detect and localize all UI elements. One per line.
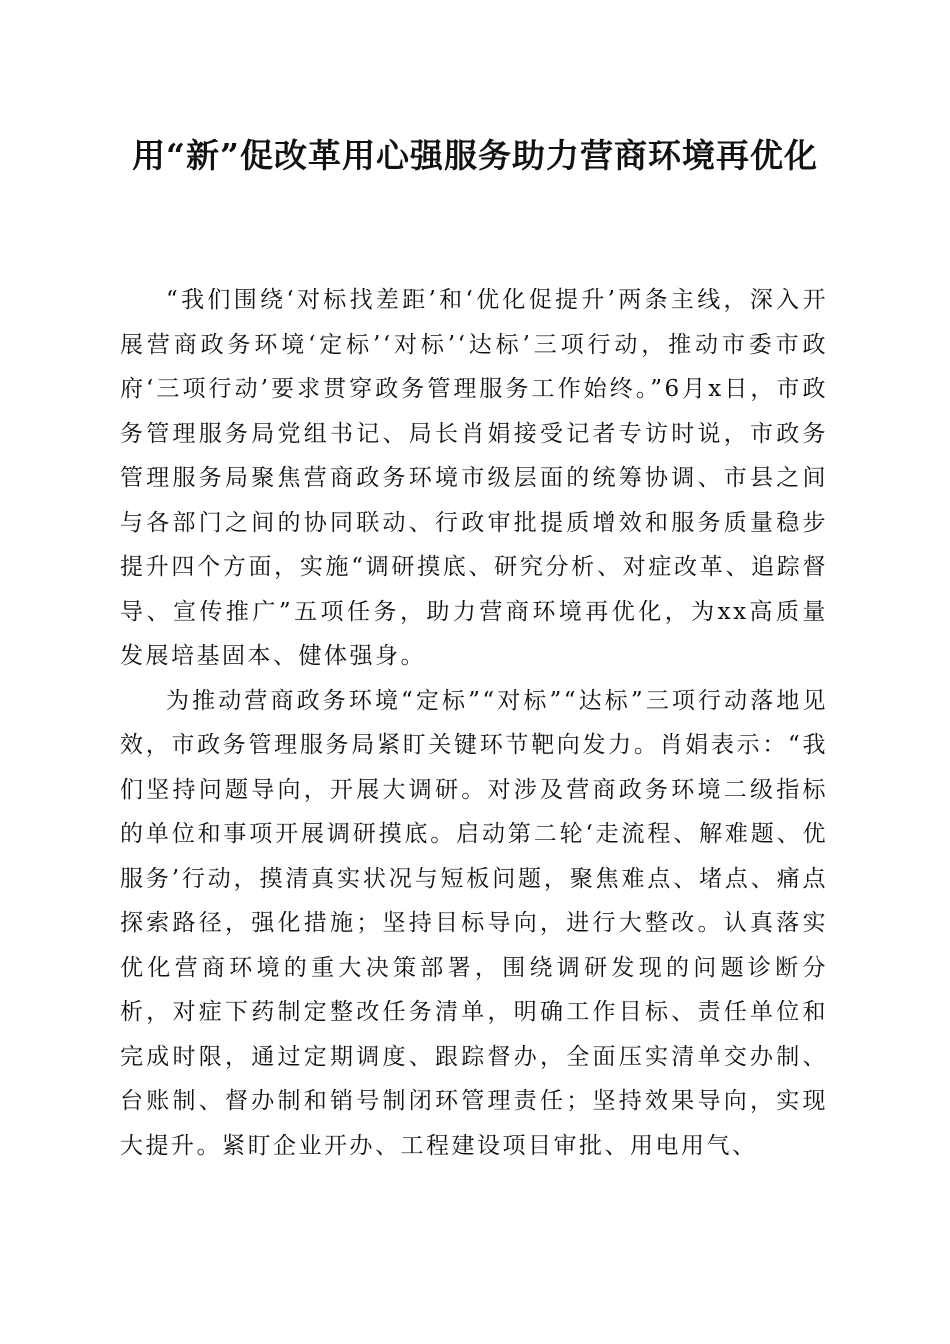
paragraph-2: 为推动营商政务环境“定标”“对标”“达标”三项行动落地见效，市政务管理服务局紧盯关键环节靶向发力。肖娟表示：“我们坚持问题导向，开展大调研。对涉及营商政务环境二级指标的单位和事项开展调研摸底。启动第二轮‘走流程、解难题、优服务’行动，摸清真实状况与短板问题，聚焦难点、堵点、痛点探索路径，强化措施；坚持目标导向，进行大整改。认真落实优化营商环境的重大决策部署，围绕调研发现的问题诊断分析，对症下药制定整改任务清单，明确工作目标、责任单位和完成时限，通过定期调度、跟踪督办，全面压实清单交办制、台账制、督办制和销号制闭环管理责任；坚持效果导向，实现大提升。紧盯企业开办、工程建设项目审批、用电用气、 [120, 687, 828, 1159]
document-title: 用“新”促改革用心强服务助力营商环境再优化 [132, 136, 818, 175]
paragraph-1: “我们围绕‘对标找差距’和‘优化促提升’两条主线，深入开展营商政务环境‘定标’‘对标’‘达标’三项行动，推动市委市政府‘三项行动’要求贯穿政务管理服务工作始终。”6月x日，市政务管理服务局党组书记、局长肖娟接受记者专访时说，市政务管理服务局聚焦营商政务环境市级层面的统筹协调、市县之间与各部门之间的协同联动、行政审批提质增效和服务质量稳步提升四个方面，实施“调研摸底、研究分析、对症改革、追踪督导、宣传推广”五项任务，助力营商环境再优化，为xx高质量发展培基固本、健体强身。 [120, 287, 828, 669]
document-body [120, 278, 828, 1168]
